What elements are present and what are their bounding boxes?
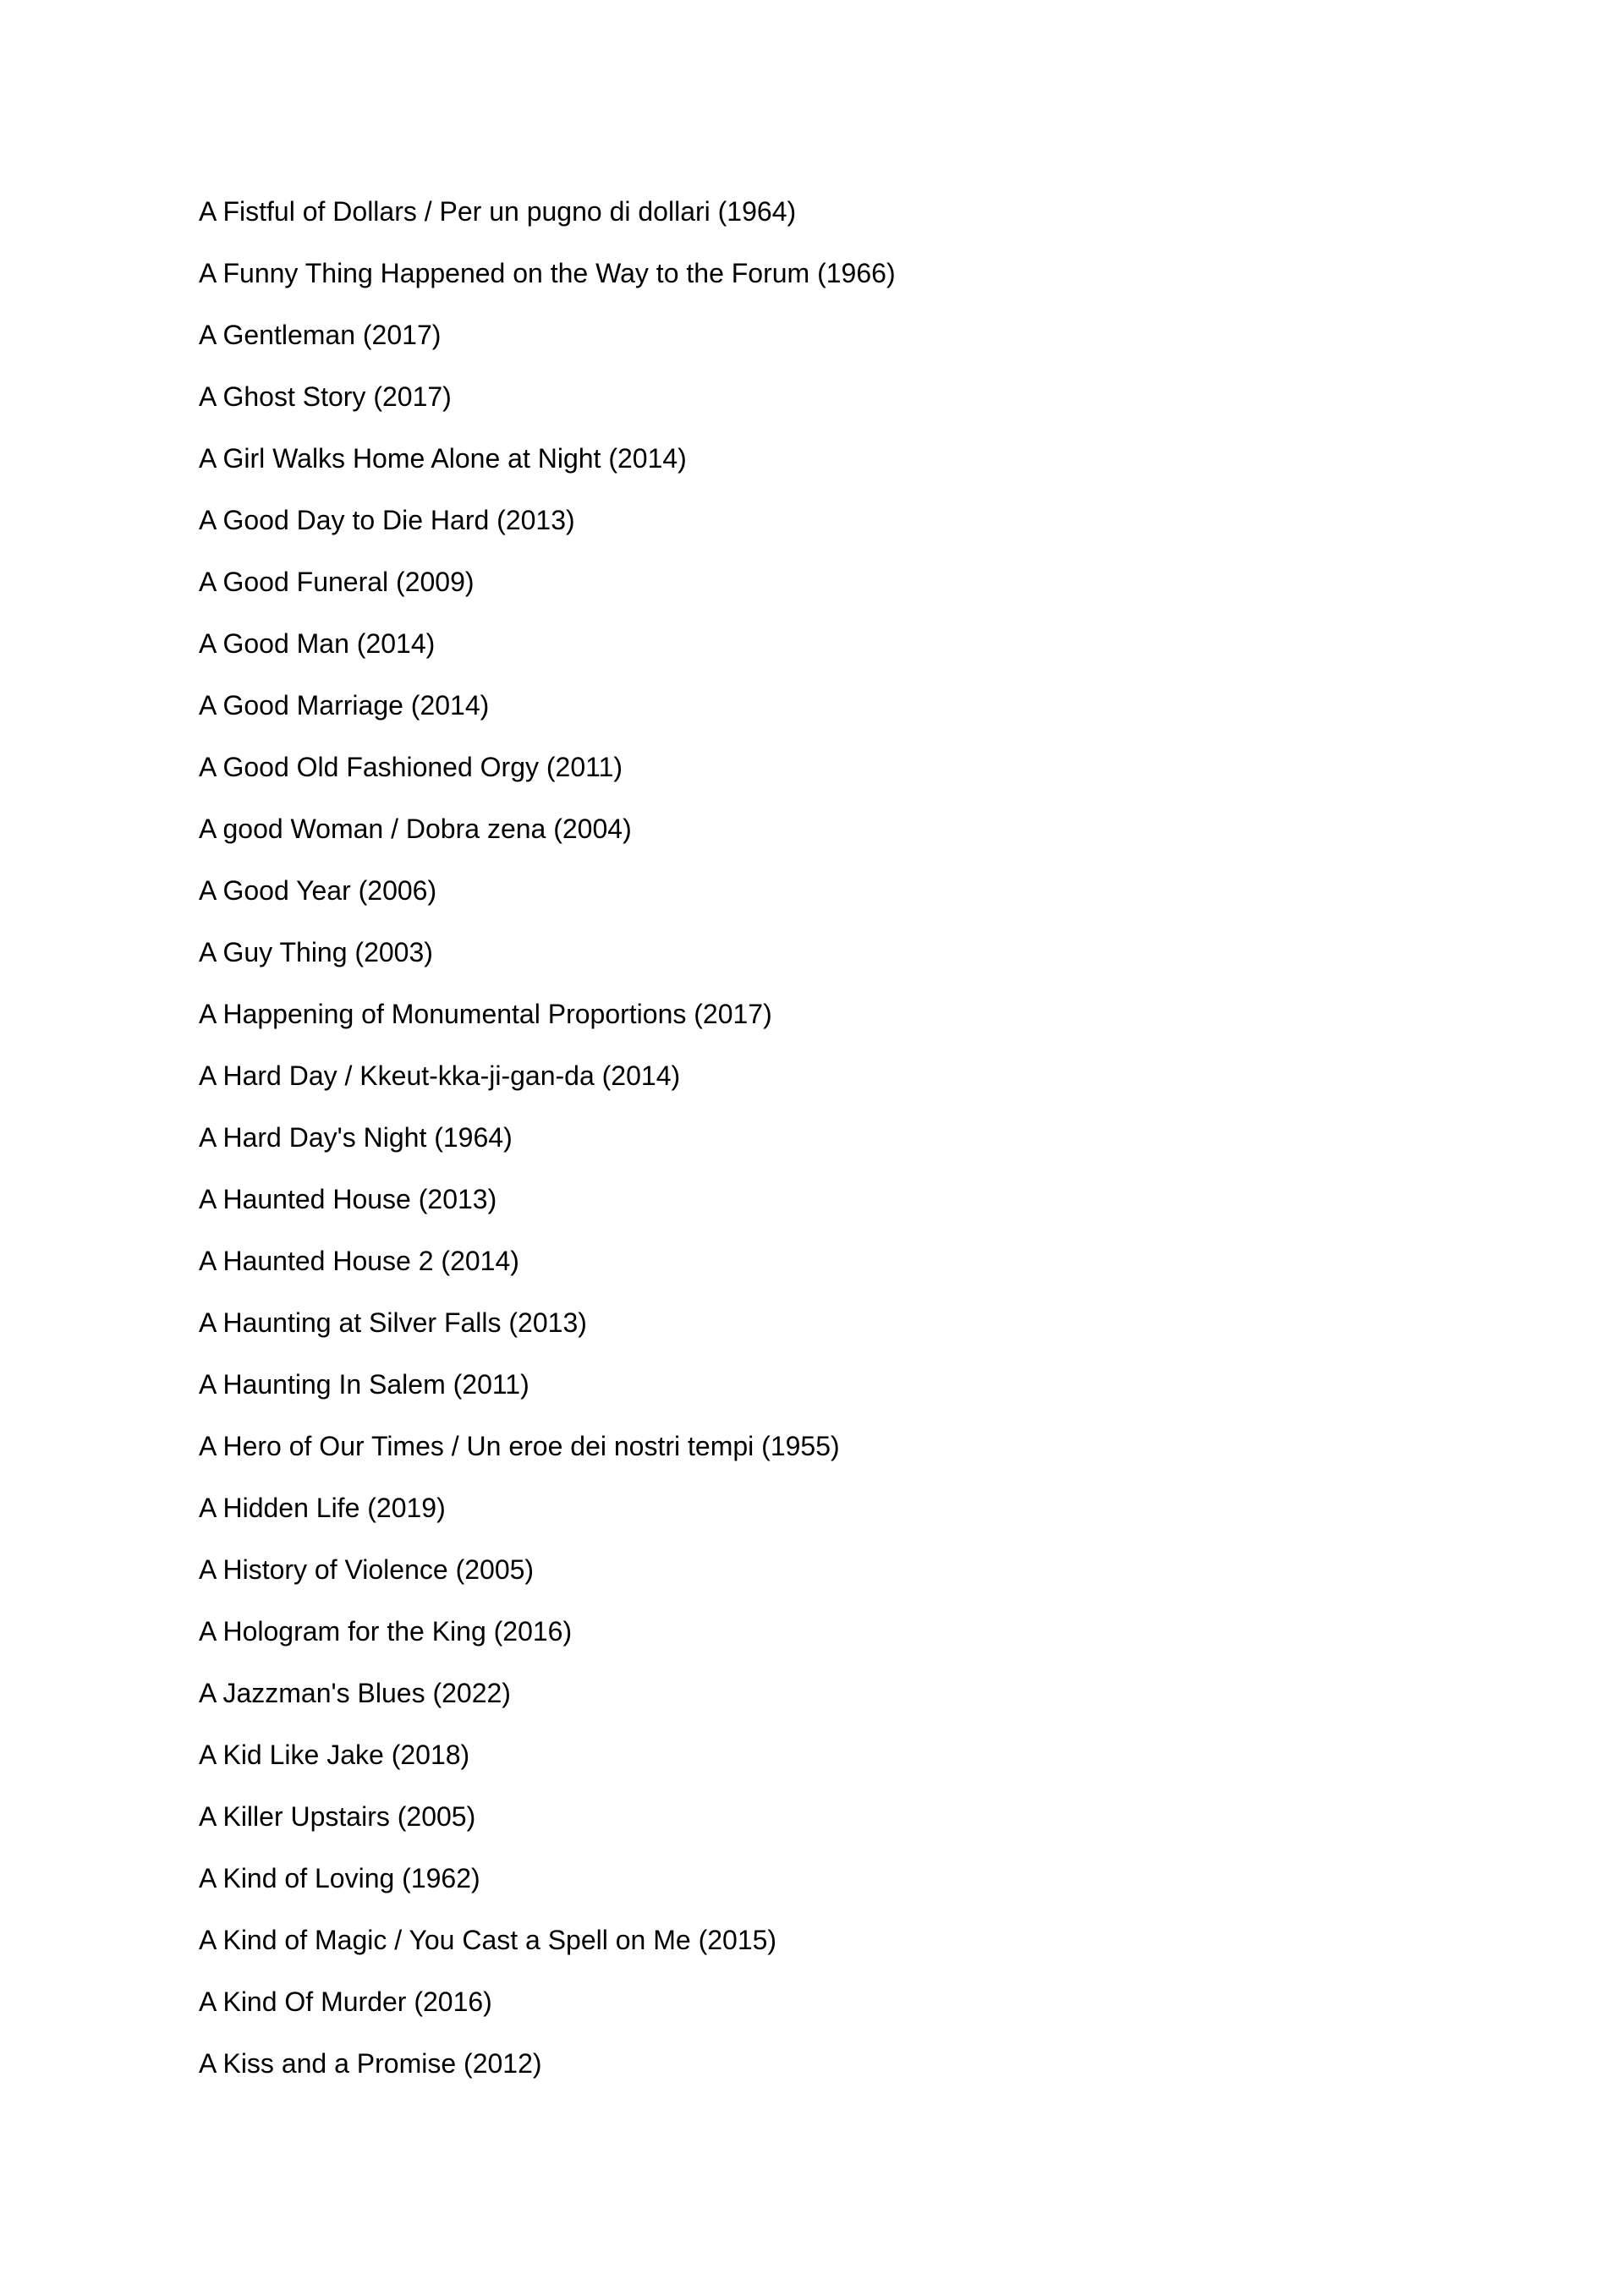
list-item: A Good Man (2014)	[199, 628, 436, 659]
list-item: A Jazzman's Blues (2022)	[199, 1678, 511, 1708]
list-item: A Gentleman (2017)	[199, 320, 442, 350]
list-item: A Hard Day / Kkeut-kka-ji-gan-da (2014)	[199, 1060, 681, 1091]
list-item: A Hologram for the King (2016)	[199, 1616, 573, 1647]
list-item: A Kiss and a Promise (2012)	[199, 2048, 542, 2079]
list-item: A Killer Upstairs (2005)	[199, 1801, 476, 1832]
list-item: A Funny Thing Happened on the Way to the Forum (1966)	[199, 258, 896, 288]
list-item: A Good Funeral (2009)	[199, 567, 475, 597]
list-item: A Ghost Story (2017)	[199, 381, 452, 412]
list-item: A Haunting In Salem (2011)	[199, 1369, 529, 1400]
list-item: A History of Violence (2005)	[199, 1554, 535, 1585]
list-item: A Haunting at Silver Falls (2013)	[199, 1307, 587, 1338]
list-item: A Good Year (2006)	[199, 875, 437, 906]
list-item: A good Woman / Dobra zena (2004)	[199, 814, 632, 844]
list-item: A Good Marriage (2014)	[199, 690, 490, 721]
list-item: A Girl Walks Home Alone at Night (2014)	[199, 443, 687, 474]
list-item: A Hard Day's Night (1964)	[199, 1122, 513, 1153]
list-item: A Good Old Fashioned Orgy (2011)	[199, 752, 623, 782]
list-item: A Kid Like Jake (2018)	[199, 1740, 470, 1770]
list-item: A Good Day to Die Hard (2013)	[199, 505, 575, 535]
list-item: A Happening of Monumental Proportions (2017)	[199, 999, 772, 1029]
list-item: A Fistful of Dollars / Per un pugno di dollari (1964)	[199, 196, 797, 227]
film-title-list	[199, 195, 896, 2108]
list-item: A Haunted House (2013)	[199, 1184, 497, 1214]
list-item: A Kind of Loving (1962)	[199, 1863, 480, 1893]
list-item: A Haunted House 2 (2014)	[199, 1246, 519, 1276]
list-item: A Kind Of Murder (2016)	[199, 1986, 492, 2017]
list-item: A Guy Thing (2003)	[199, 937, 433, 967]
list-item: A Hidden Life (2019)	[199, 1493, 446, 1523]
list-item: A Hero of Our Times / Un eroe dei nostri tempi (1955)	[199, 1431, 840, 1461]
list-item: A Kind of Magic / You Cast a Spell on Me (2015)	[199, 1925, 777, 1955]
